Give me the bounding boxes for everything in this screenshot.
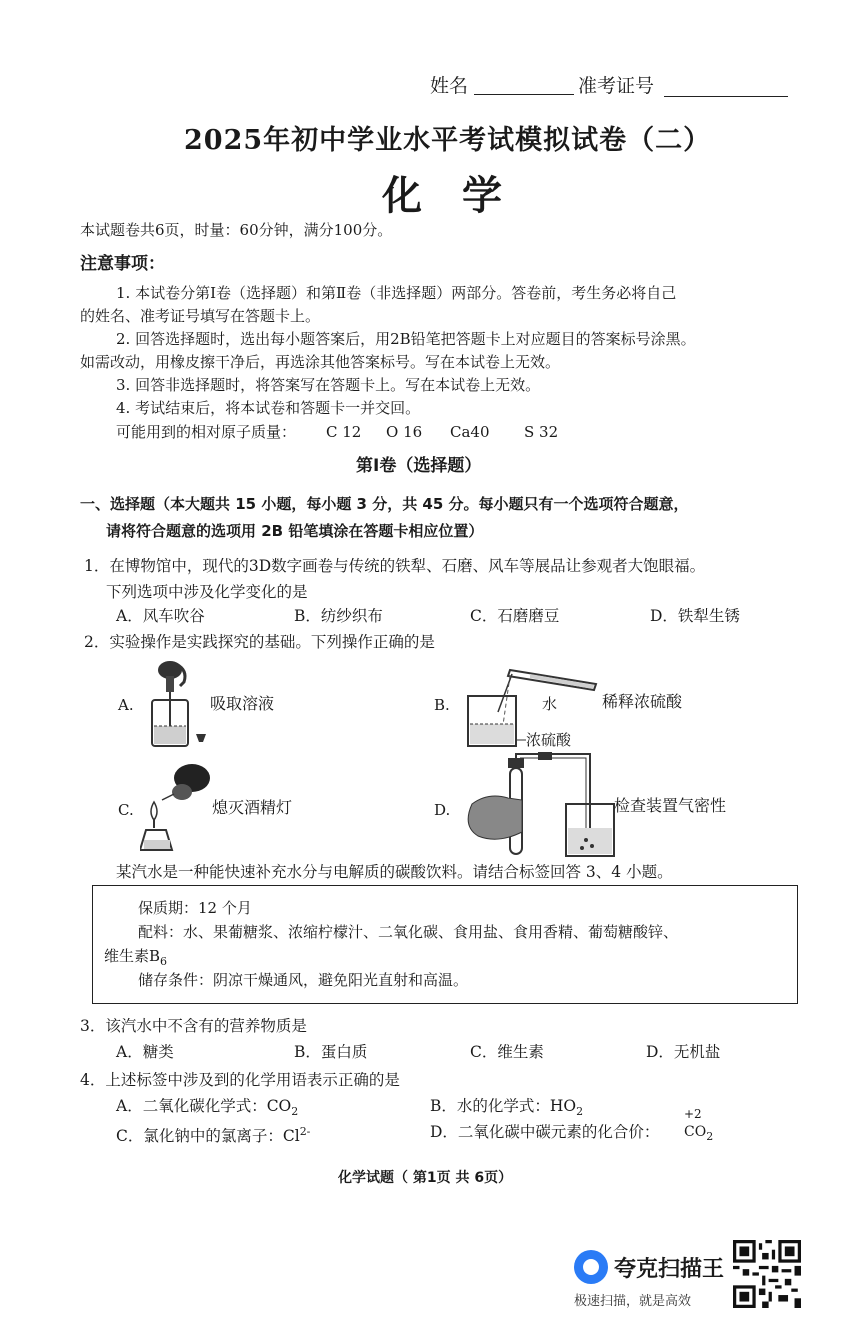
q2-option-b-acid-label: 浓硫酸: [526, 731, 572, 749]
page-title: 2025年初中学业水平考试模拟试卷（二）: [184, 125, 712, 156]
name-label: 姓名: [430, 75, 469, 97]
q3-stem: 3．该汽水中不含有的营养物质是: [80, 1017, 307, 1035]
q2-option-a-label: 吸取溶液: [210, 694, 275, 713]
q4-option-a-sub: 2: [291, 1105, 299, 1119]
exam-no-blank[interactable]: [664, 78, 788, 97]
q2-option-c-label: 熄灭酒精灯: [212, 798, 293, 817]
label-ingredients-b-text: 维生素B: [104, 947, 161, 965]
label-shelf-life: 保质期：12 个月: [138, 899, 252, 917]
part-1-instructions-b: 请将符合题意的选项用 2B 铅笔填涂在答题卡相应位置）: [106, 522, 484, 540]
watermark-slogan: 极速扫描，就是高效: [574, 1294, 692, 1309]
quark-logo-icon: [574, 1250, 608, 1284]
q4-option-b-sub: 2: [576, 1105, 584, 1119]
label-storage: 储存条件：阴凉干燥通风，避免阳光直射和高温。: [138, 971, 469, 989]
alcohol-lamp-blowing-illustration: [140, 758, 212, 858]
name-blank[interactable]: [474, 76, 574, 95]
airtightness-check-illustration: [458, 752, 618, 862]
q2-option-b-label: 稀释浓硫酸: [602, 692, 683, 711]
q4-option-d-formula: [684, 1122, 713, 1147]
q2-stem: 2．实验操作是实践探究的基础。下列操作正确的是: [84, 633, 435, 651]
q4-option-d[interactable]: D．二氧化碳中碳元素的化合价：: [430, 1123, 660, 1141]
q4-option-d-formula-text: CO: [684, 1124, 707, 1140]
q4-stem: 4．上述标签中涉及到的化学用语表示正确的是: [80, 1071, 400, 1089]
label-ingredients-a: 配料：水、果葡糖浆、浓缩柠檬汁、二氧化碳、食用盐、食用香精、葡萄糖酸锌、: [138, 923, 679, 941]
q4-option-c-sup: 2-: [299, 1125, 311, 1138]
q2-option-a-letter[interactable]: A.: [118, 696, 134, 714]
q3-option-d[interactable]: D．无机盐: [646, 1043, 721, 1061]
atomic-mass-c: C 12: [326, 423, 362, 441]
notice-heading: 注意事项：: [80, 254, 165, 274]
q3-option-b[interactable]: B．蛋白质: [294, 1043, 368, 1061]
notice-item-3: 3. 回答非选择题时，将答案写在答题卡上。写在本试卷上无效。: [116, 376, 541, 394]
q1-stem-a: 1．在博物馆中，现代的3D数字画卷与传统的铁犁、石磨、风车等展品让参观者大饱眼福。: [84, 557, 706, 575]
notice-item-4: 4. 考试结束后，将本试卷和答题卡一并交回。: [116, 399, 421, 417]
qr-code-icon: [733, 1240, 801, 1308]
watermark-brand: 夸克扫描王: [614, 1257, 725, 1282]
dropper-bottle-illustration: [140, 656, 210, 752]
q4-option-c[interactable]: [116, 1122, 310, 1146]
q4-option-b-text: B．水的化学式：HO: [430, 1097, 577, 1115]
q1-option-b[interactable]: B．纺纱织布: [294, 607, 383, 625]
q4-option-a[interactable]: [116, 1096, 298, 1122]
notice-item-1b: 的姓名、准考证号填写在答题卡上。: [80, 307, 321, 325]
q1-stem-b: 下列选项中涉及化学变化的是: [106, 583, 308, 601]
q4-option-a-text: A．二氧化碳化学式：CO: [116, 1097, 292, 1115]
exam-intro: 本试题卷共6页，时量：60分钟，满分100分。: [80, 221, 393, 239]
section-1-title: 第Ⅰ卷（选择题）: [356, 456, 482, 476]
q3-q4-context: 某汽水是一种能快速补充水分与电解质的碳酸饮料。请结合标签回答 3、4 小题。: [116, 863, 673, 881]
exam-no-label: 准考证号: [578, 75, 655, 97]
atomic-mass-label: 可能用到的相对原子质量：: [116, 423, 297, 441]
atomic-mass-s: S 32: [524, 423, 559, 441]
label-ingredients-b: [104, 946, 167, 972]
q2-option-c-letter[interactable]: C.: [118, 801, 134, 819]
atomic-mass-ca: Ca40: [450, 423, 490, 441]
q1-option-d[interactable]: D．铁犁生锈: [650, 607, 740, 625]
notice-item-2a: 2. 回答选择题时，选出每小题答案后，用2B铅笔把答题卡上对应题目的答案标号涂黑。: [116, 330, 696, 348]
q4-option-c-text: C．氯化钠中的氯离子：Cl: [116, 1127, 300, 1146]
notice-item-1a: 1. 本试卷分第Ⅰ卷（选择题）和第Ⅱ卷（非选择题）两部分。答卷前，考生务必将自己: [116, 284, 677, 302]
q1-option-c[interactable]: C．石磨磨豆: [470, 607, 560, 625]
q1-option-a[interactable]: A．风车吹谷: [116, 607, 205, 625]
q2-option-d-letter[interactable]: D.: [434, 801, 451, 819]
q2-option-b-letter[interactable]: B.: [434, 696, 450, 714]
q2-option-b-water-label: 水: [542, 695, 558, 713]
page-footer: 化学试题（ 第1页 共 6页）: [338, 1170, 513, 1186]
q3-option-a[interactable]: A．糖类: [116, 1043, 174, 1061]
atomic-mass-o: O 16: [386, 423, 423, 441]
q3-option-c[interactable]: C．维生素: [470, 1043, 544, 1061]
q4-option-d-sub: 2: [706, 1129, 714, 1143]
q2-option-d-label: 检查装置气密性: [614, 796, 727, 815]
subject-title: 化学: [382, 172, 542, 219]
label-ingredients-b-sub: 6: [160, 955, 168, 968]
notice-item-2b: 如需改动，用橡皮擦干净后，再选涂其他答案标号。写在本试卷上无效。: [80, 353, 561, 371]
q4-option-b[interactable]: [430, 1096, 583, 1122]
part-1-instructions-a: 一、选择题（本大题共 15 小题，每小题 3 分，共 45 分。每小题只有一个选项符合题意，: [80, 495, 689, 513]
q4-option-d-valence: +2: [684, 1107, 702, 1121]
